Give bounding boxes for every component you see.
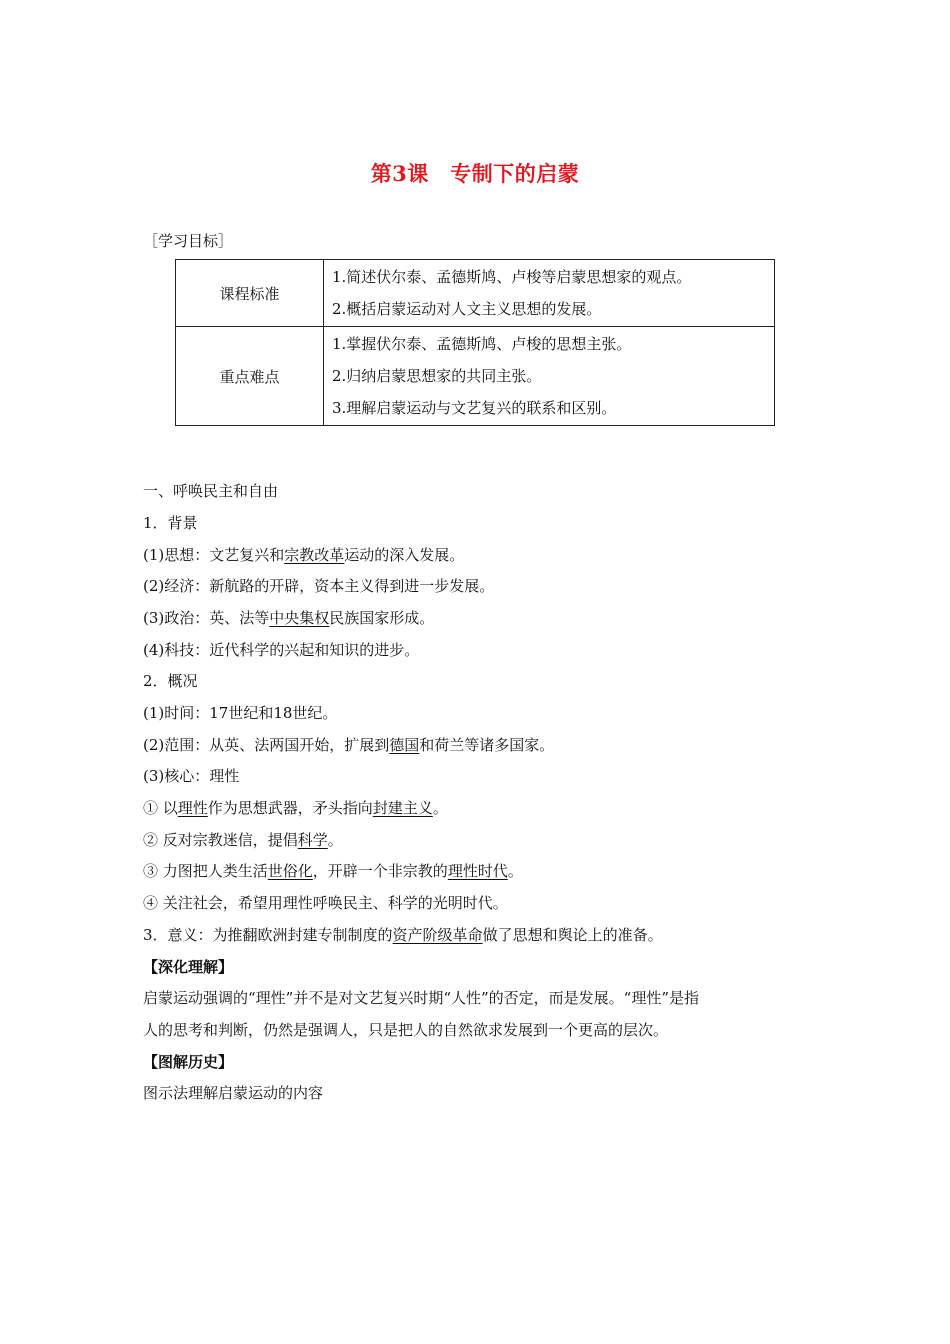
text-run: 和荷兰等诸多国家。 xyxy=(419,736,555,754)
core-point-4: ④ 关注社会，希望用理性呼唤民主、科学的光明时代。 xyxy=(143,894,508,912)
section-heading: 一、呼唤民主和自由 xyxy=(143,482,279,500)
table-row-label: 课程标准 xyxy=(176,260,324,327)
deepen-paragraph-line-2: 人的思考和判断，仍然是强调人，只是把人的自然欲求发展到一个更高的层次。 xyxy=(143,1021,669,1039)
text-run: (1)思想：文艺复兴和 xyxy=(143,546,285,564)
text-run: ③ 力图把人类生活 xyxy=(143,862,268,880)
text-run: (3)政治：英、法等 xyxy=(143,609,270,627)
text-run: 。 xyxy=(327,831,343,849)
text-run: 3．意义：为推翻欧洲封建专制制度的 xyxy=(143,926,393,944)
text-run: ，开辟一个非宗教的 xyxy=(312,862,448,880)
learning-goals-table xyxy=(175,259,775,426)
learning-goals-label: ［学习目标］ xyxy=(143,232,234,250)
overview-item-time: (1)时间：17世纪和18世纪。 xyxy=(143,704,338,722)
deepen-heading: 【深化理解】 xyxy=(143,958,234,976)
text-run: (2)范围：从英、法两国开始，扩展到 xyxy=(143,736,390,754)
overview-item-core: (3)核心：理性 xyxy=(143,767,240,785)
table-row-label: 重点难点 xyxy=(176,327,324,426)
text-run: 民族国家形成。 xyxy=(329,609,435,627)
underlined-term: 科学 xyxy=(297,831,328,849)
table-row xyxy=(176,327,775,426)
underlined-term: 资产阶级革命 xyxy=(392,926,483,944)
background-heading: 1．背景 xyxy=(143,514,198,532)
diagram-caption: 图示法理解启蒙运动的内容 xyxy=(143,1084,324,1102)
underlined-term: 世俗化 xyxy=(267,862,313,880)
underlined-term: 宗教改革 xyxy=(284,546,345,564)
background-item-thought xyxy=(143,545,464,565)
text-run: 作为思想武器，矛头指向 xyxy=(207,799,373,817)
underlined-term: 德国 xyxy=(389,736,420,754)
list-item: 2.归纳启蒙思想家的共同主张。 xyxy=(332,367,542,385)
text-run: 。 xyxy=(432,799,448,817)
overview-item-scope xyxy=(143,735,554,755)
table-row-items xyxy=(324,260,775,327)
list-item: 2.概括启蒙运动对人文主义思想的发展。 xyxy=(332,300,602,318)
text-run: ② 反对宗教迷信，提倡 xyxy=(143,831,298,849)
lesson-title: 第3课 专制下的启蒙 xyxy=(370,161,580,186)
list-item: 1.掌握伏尔泰、孟德斯鸠、卢梭的思想主张。 xyxy=(332,335,632,353)
text-run: 。 xyxy=(507,862,523,880)
text-run: ① 以 xyxy=(143,799,178,817)
underlined-term: 理性时代 xyxy=(447,862,508,880)
core-point-1 xyxy=(143,798,448,818)
core-point-2 xyxy=(143,830,343,850)
overview-heading: 2．概况 xyxy=(143,672,198,690)
background-item-science: (4)科技：近代科学的兴起和知识的进步。 xyxy=(143,641,420,659)
core-point-3 xyxy=(143,861,523,881)
underlined-term: 理性 xyxy=(177,799,208,817)
list-item: 3.理解启蒙运动与文艺复兴的联系和区别。 xyxy=(332,399,617,417)
table-row xyxy=(176,260,775,327)
deepen-paragraph-line-1: 启蒙运动强调的“理性”并不是对文艺复兴时期“人性”的否定，而是发展。“理性”是指 xyxy=(143,989,700,1007)
text-run: 运动的深入发展。 xyxy=(344,546,465,564)
table-row-items xyxy=(324,327,775,426)
underlined-term: 中央集权 xyxy=(269,609,330,627)
background-item-economy: (2)经济：新航路的开辟，资本主义得到进一步发展。 xyxy=(143,577,495,595)
diagram-heading: 【图解历史】 xyxy=(143,1053,234,1071)
background-item-politics xyxy=(143,608,434,628)
underlined-term: 封建主义 xyxy=(372,799,433,817)
text-run: 做了思想和舆论上的准备。 xyxy=(482,926,663,944)
meaning-line xyxy=(143,925,663,945)
list-item: 1.简述伏尔泰、孟德斯鸠、卢梭等启蒙思想家的观点。 xyxy=(332,268,692,286)
